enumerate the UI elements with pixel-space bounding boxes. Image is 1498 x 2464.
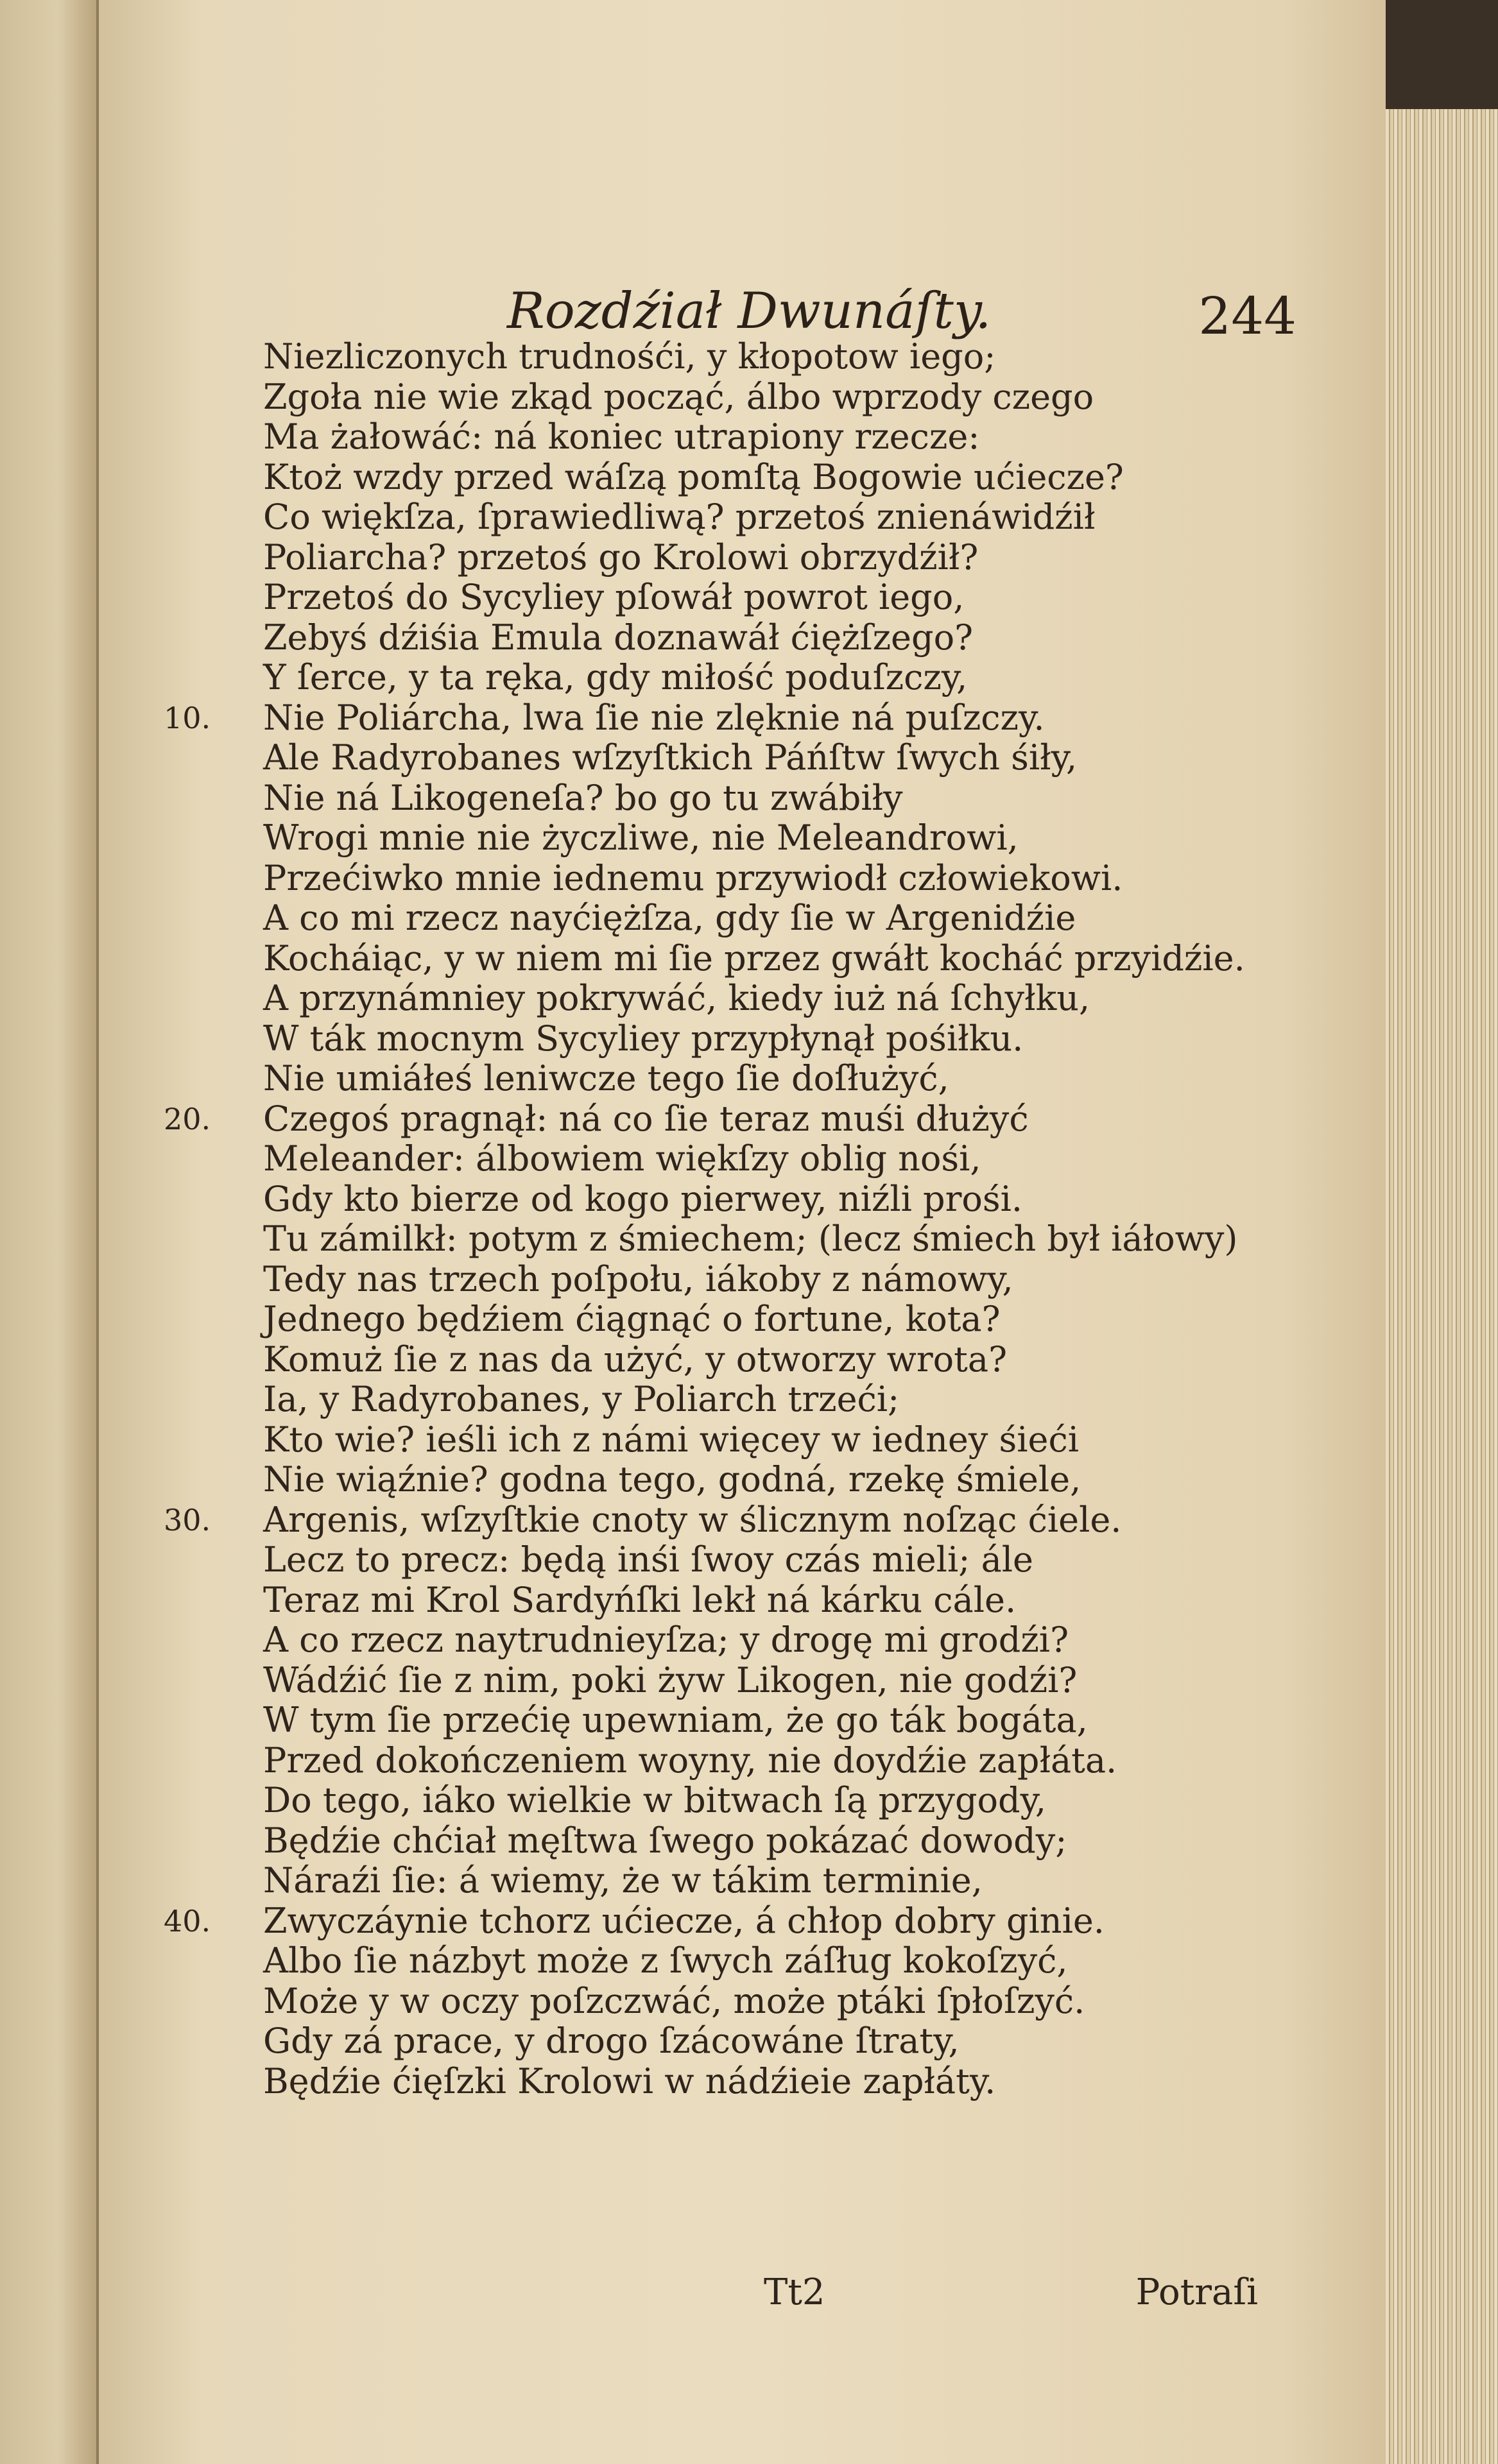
line-text: Nie Poliárcha, lwa ſie nie zlęknie ná puſzczy. [263,697,1045,738]
line-text: Kto wie? ieśli ich z námi więcey w iedney śieći [263,1419,1079,1460]
line-text: Gdy kto bierze od kogo pierwey, niźli prośi. [263,1178,1023,1219]
line-text: Nie wiąźnie? godna tego, godná, rzekę śmiele, [263,1459,1081,1500]
line-text: Y ſerce, y ta ręka, gdy miłość poduſzczy, [263,657,968,697]
line-number: 30. [164,1502,211,1537]
verse-line [116,859,1361,899]
verse-line [116,1139,1361,1179]
line-text: W ták mocnym Sycyliey przypłynął pośiłku. [263,1018,1024,1059]
line-text: Zebyś dźiśia Emula doznawáł ćiężſzego? [263,617,974,658]
verse-line [116,1861,1361,1901]
running-title: Rozdźiał Dwunáſty. [507,282,992,340]
verse-line [116,1941,1361,1981]
signature-mark: Tt2 [764,2272,825,2313]
line-text: W tym ſie przećię upewniam, że go ták bogáta, [263,1700,1088,1740]
line-text: Jednego będźiem ćiągnąć o fortune, kota? [263,1299,1001,1339]
verse-text [116,337,1361,2101]
verse-line [116,1099,1361,1140]
line-text: Wrogi mnie nie życzliwe, nie Meleandrowi, [263,817,1019,858]
verse-line [116,1700,1361,1741]
line-text: Nie umiáłeś leniwcze tego ſie doſłużyć, [263,1058,949,1099]
line-text: A co rzecz naytrudnieyſza; y drogę mi grodźi? [263,1620,1069,1660]
line-text: Może y w oczy poſzczwáć, może ptáki ſpłoſzyć. [263,1980,1085,2021]
verse-line [116,1821,1361,1861]
verse-line [116,1661,1361,1701]
line-text: Wádźić ſie z nim, poki żyw Likogen, nie godźi? [263,1659,1078,1700]
line-text: Tedy nas trzech poſpołu, iákoby z námowy, [263,1258,1013,1299]
verse-line [116,458,1361,498]
line-number: 10. [164,700,211,735]
verse-line [116,1460,1361,1500]
verse-line [116,979,1361,1019]
background-shadow [1386,0,1498,109]
verse-line [116,2062,1361,2102]
verse-line [116,1580,1361,1621]
line-number: 40. [164,1903,211,1938]
line-text: Niezliczonych trudnośći, y kłopotow iego; [263,336,996,377]
verse-line [116,497,1361,538]
line-text: Ia, y Radyrobanes, y Poliarch trzeći; [263,1379,900,1419]
verse-line [116,1500,1361,1541]
line-text: Przećiwko mnie iednemu przywiodł człowiekowi. [263,857,1123,898]
line-text: Ktoż wzdy przed wáſzą pomſtą Bogowie ućiecze? [263,456,1124,497]
verse-line [116,417,1361,458]
verse-line [116,538,1361,578]
verse-line [116,1219,1361,1260]
verse-line [116,898,1361,939]
verse-line [116,1179,1361,1220]
verse-line [116,377,1361,418]
line-text: Teraz mi Krol Sardyńſki lekł ná kárku cále. [263,1579,1017,1620]
line-text: Komuż ſie z nas da użyć, y otworzy wrota? [263,1339,1008,1380]
verse-line [116,1420,1361,1460]
verse-line [116,1059,1361,1099]
verse-line [116,1620,1361,1661]
page-footer [764,2272,1258,2323]
verse-line [116,658,1361,698]
line-text: Czegoś pragnął: ná co ſie teraz muśi dłużyć [263,1098,1029,1139]
verse-line [116,1540,1361,1580]
verse-line [116,618,1361,658]
line-text: Argenis, wſzyſtkie cnoty w ślicznym noſząc ćiele. [263,1499,1122,1540]
line-text: Gdy zá prace, y drogo ſzácowáne ſtraty, [263,2021,960,2061]
verse-line [116,738,1361,778]
line-text: Do tego, iáko wielkie w bitwach ſą przygody, [263,1780,1047,1820]
line-text: Kocháiąc, y w niem mi ſie przez gwáłt kocháć przyidźie. [263,937,1245,979]
catchword: Potraſi [1135,2272,1258,2313]
verse-line [116,818,1361,859]
line-text: Albo ſie názbyt może z ſwych záſług kokoſzyć, [263,1940,1068,1981]
line-text: A przynámniey pokrywáć, kiedy iuż ná ſchyłku, [263,978,1090,1018]
verse-line [116,2021,1361,2062]
page-block-edges [1386,109,1498,2464]
line-text: Nie ná Likogeneſa? bo go tu zwábiły [263,777,903,818]
line-number: 20. [164,1101,211,1136]
verse-line [116,1741,1361,1781]
line-text: Przed dokończeniem woyny, nie doydźie zapłáta. [263,1740,1117,1781]
line-text: Zgoła nie wie zkąd począć, álbo wprzody czego [263,376,1094,417]
verse-line [116,1781,1361,1821]
line-text: Ale Radyrobanes wſzyſtkich Páńſtw ſwych śiły, [263,737,1078,778]
verse-line [116,1260,1361,1300]
line-text: Będźie ćięſzki Krolowi w nádźieie zapłáty. [263,2060,996,2101]
line-text: Náraźi ſie: á wiemy, że w tákim terminie, [263,1860,983,1901]
verse-line [116,1380,1361,1420]
line-text: Poliarcha? przetoś go Krolowi obrzydźił? [263,536,979,578]
verse-line [116,1019,1361,1059]
line-text: Zwyczáynie tchorz ućiecze, á chłop dobry ginie. [263,1900,1105,1941]
facing-page-edge [0,0,99,2464]
verse-line [116,1901,1361,1942]
line-text: Co więkſza, ſprawiedliwą? przetoś znienáwidźił [263,497,1096,537]
verse-line [116,1340,1361,1380]
line-text: Ma żałowáć: ná koniec utrapiony rzecze: [263,416,980,457]
verse-line [116,698,1361,739]
verse-line [116,578,1361,618]
line-text: A co mi rzecz nayćiężſza, gdy ſie w Argenidźie [263,898,1076,938]
verse-line [116,1981,1361,2022]
verse-line [116,337,1361,377]
line-text: Meleander: álbowiem więkſzy oblig nośi, [263,1138,981,1179]
line-text: Tu zámilkł: potym z śmiechem; (lecz śmiech był iáłowy) [263,1219,1238,1259]
verse-line [116,778,1361,819]
verse-line [116,1299,1361,1340]
page-number: 244 [1198,286,1296,346]
line-text: Przetoś do Sycyliey pſowáł powrot iego, [263,577,965,617]
verse-line [116,939,1361,979]
line-text: Lecz to precz: będą inśi ſwoy czás mieli; ále [263,1539,1033,1580]
line-text: Będźie chćiał męſtwa ſwego pokázać dowody; [263,1820,1067,1861]
